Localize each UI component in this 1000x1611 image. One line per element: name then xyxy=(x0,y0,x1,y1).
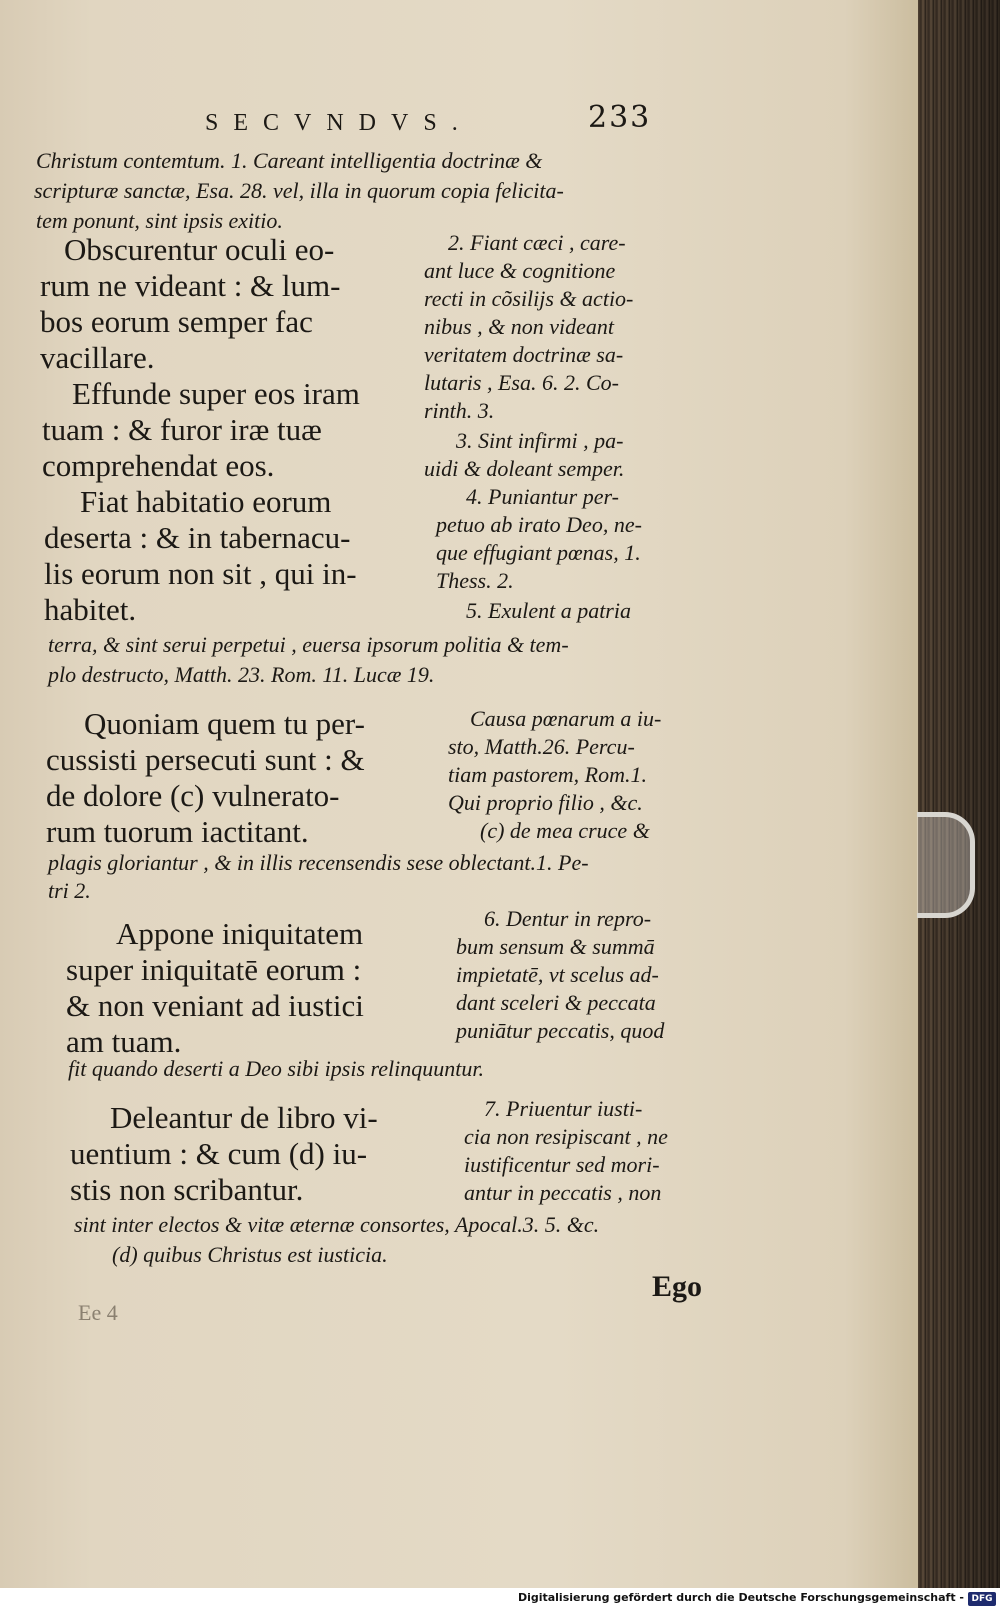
gloss-line: recti in cõsilijs & actio- xyxy=(424,286,634,311)
book-clasp xyxy=(917,812,975,918)
psalm-line: Effunde super eos iram xyxy=(72,376,360,411)
commentary-line: sint inter electos & vitæ æternæ consortes, Apocal.3. 5. &c. xyxy=(74,1212,600,1237)
gloss-line: Thess. 2. xyxy=(436,568,514,593)
gloss-line: 6. Dentur in repro- xyxy=(484,906,652,931)
dfg-logo-icon: DFG xyxy=(968,1592,996,1606)
gloss-line: lutaris , Esa. 6. 2. Co- xyxy=(424,370,619,395)
commentary-line: tem ponunt, sint ipsis exitio. xyxy=(36,208,283,233)
gloss-line: Causa pœnarum a iu- xyxy=(470,706,662,731)
signature-mark: Ee 4 xyxy=(78,1300,118,1325)
psalm-line: Deleantur de libro vi- xyxy=(110,1100,378,1135)
psalm-line: rum ne videant : & lum- xyxy=(40,268,341,303)
commentary-line: fit quando deserti a Deo sibi ipsis relinquuntur. xyxy=(68,1056,484,1081)
psalm-line: Quoniam quem tu per- xyxy=(84,706,365,741)
commentary-line: scripturæ sanctæ, Esa. 28. vel, illa in quorum copia felicita- xyxy=(34,178,564,203)
commentary-line: plagis gloriantur , & in illis recensendis sese oblectant.1. Pe- xyxy=(48,850,589,875)
psalm-line: bos eorum semper fac xyxy=(40,304,313,339)
gloss-line: 4. Puniantur per- xyxy=(466,484,619,509)
psalm-line: Fiat habitatio eorum xyxy=(80,484,332,519)
gloss-line: puniātur peccatis, quod xyxy=(456,1018,665,1043)
psalm-line: cussisti persecuti sunt : & xyxy=(46,742,365,777)
gloss-line: dant sceleri & peccata xyxy=(456,990,656,1015)
commentary-line: (d) quibus Christus est iusticia. xyxy=(112,1242,388,1267)
gloss-line: cia non resipiscant , ne xyxy=(464,1124,668,1149)
psalm-line: Appone iniquitatem xyxy=(116,916,364,951)
gloss-line: nibus , & non videant xyxy=(424,314,615,339)
gloss-line: que effugiant pœnas, 1. xyxy=(436,540,641,565)
psalm-line: tuam : & furor iræ tuæ xyxy=(42,412,322,447)
psalm-line: Obscurentur oculi eo- xyxy=(64,232,335,267)
psalm-line: comprehendat eos. xyxy=(42,448,275,483)
gloss-line: 7. Priuentur iusti- xyxy=(484,1096,643,1121)
gloss-line: petuo ab irato Deo, ne- xyxy=(436,512,642,537)
psalm-line: stis non scribantur. xyxy=(70,1172,304,1207)
footer-bar xyxy=(0,1588,1000,1611)
running-head: SECVNDVS. xyxy=(205,110,473,136)
commentary-line: terra, & sint serui perpetui , euersa ipsorum politia & tem- xyxy=(48,632,569,657)
gloss-line: bum sensum & summā xyxy=(456,934,655,959)
gloss-line: uidi & doleant semper. xyxy=(424,456,625,481)
gloss-line: 5. Exulent a patria xyxy=(466,598,631,623)
psalm-line: rum tuorum iactitant. xyxy=(46,814,309,849)
psalm-line: deserta : & in tabernacu- xyxy=(44,520,351,555)
gloss-line: 2. Fiant cæci , care- xyxy=(448,230,626,255)
gloss-line: rinth. 3. xyxy=(424,398,495,423)
gloss-line: impietatē, vt scelus ad- xyxy=(456,962,659,987)
gloss-line: ant luce & cognitione xyxy=(424,258,616,283)
commentary-line: plo destructo, Matth. 23. Rom. 11. Lucæ 19. xyxy=(48,662,435,687)
commentary-line: tri 2. xyxy=(48,878,91,903)
gloss-line: sto, Matth.26. Percu- xyxy=(448,734,635,759)
psalm-line: de dolore (c) vulnerato- xyxy=(46,778,340,813)
book-fore-edge xyxy=(918,0,1000,1588)
gloss-line: veritatem doctrinæ sa- xyxy=(424,342,624,367)
gloss-line: Qui proprio filio , &c. xyxy=(448,790,643,815)
commentary-line: Christum contemtum. 1. Careant intelligentia doctrinæ & xyxy=(36,148,543,173)
gloss-line: 3. Sint infirmi , pa- xyxy=(456,428,624,453)
psalm-line: am tuam. xyxy=(66,1024,182,1059)
psalm-line: vacillare. xyxy=(40,340,155,375)
psalm-line: uentium : & cum (d) iu- xyxy=(70,1136,368,1171)
psalm-line: lis eorum non sit , qui in- xyxy=(44,556,357,591)
psalm-line: habitet. xyxy=(44,592,137,627)
funding-credit: Digitalisierung gefördert durch die Deutsche Forschungsgemeinschaft - xyxy=(517,1591,964,1604)
psalm-line: & non veniant ad iustici xyxy=(66,988,364,1023)
gloss-line: tiam pastorem, Rom.1. xyxy=(448,762,648,787)
page-number: 233 xyxy=(588,100,652,135)
psalm-line: super iniquitatē eorum : xyxy=(66,952,362,987)
gloss-line: iustificentur sed mori- xyxy=(464,1152,660,1177)
catchword: Ego xyxy=(652,1270,703,1303)
gloss-line: antur in peccatis , non xyxy=(464,1180,662,1205)
gloss-line: (c) de mea cruce & xyxy=(480,818,650,843)
